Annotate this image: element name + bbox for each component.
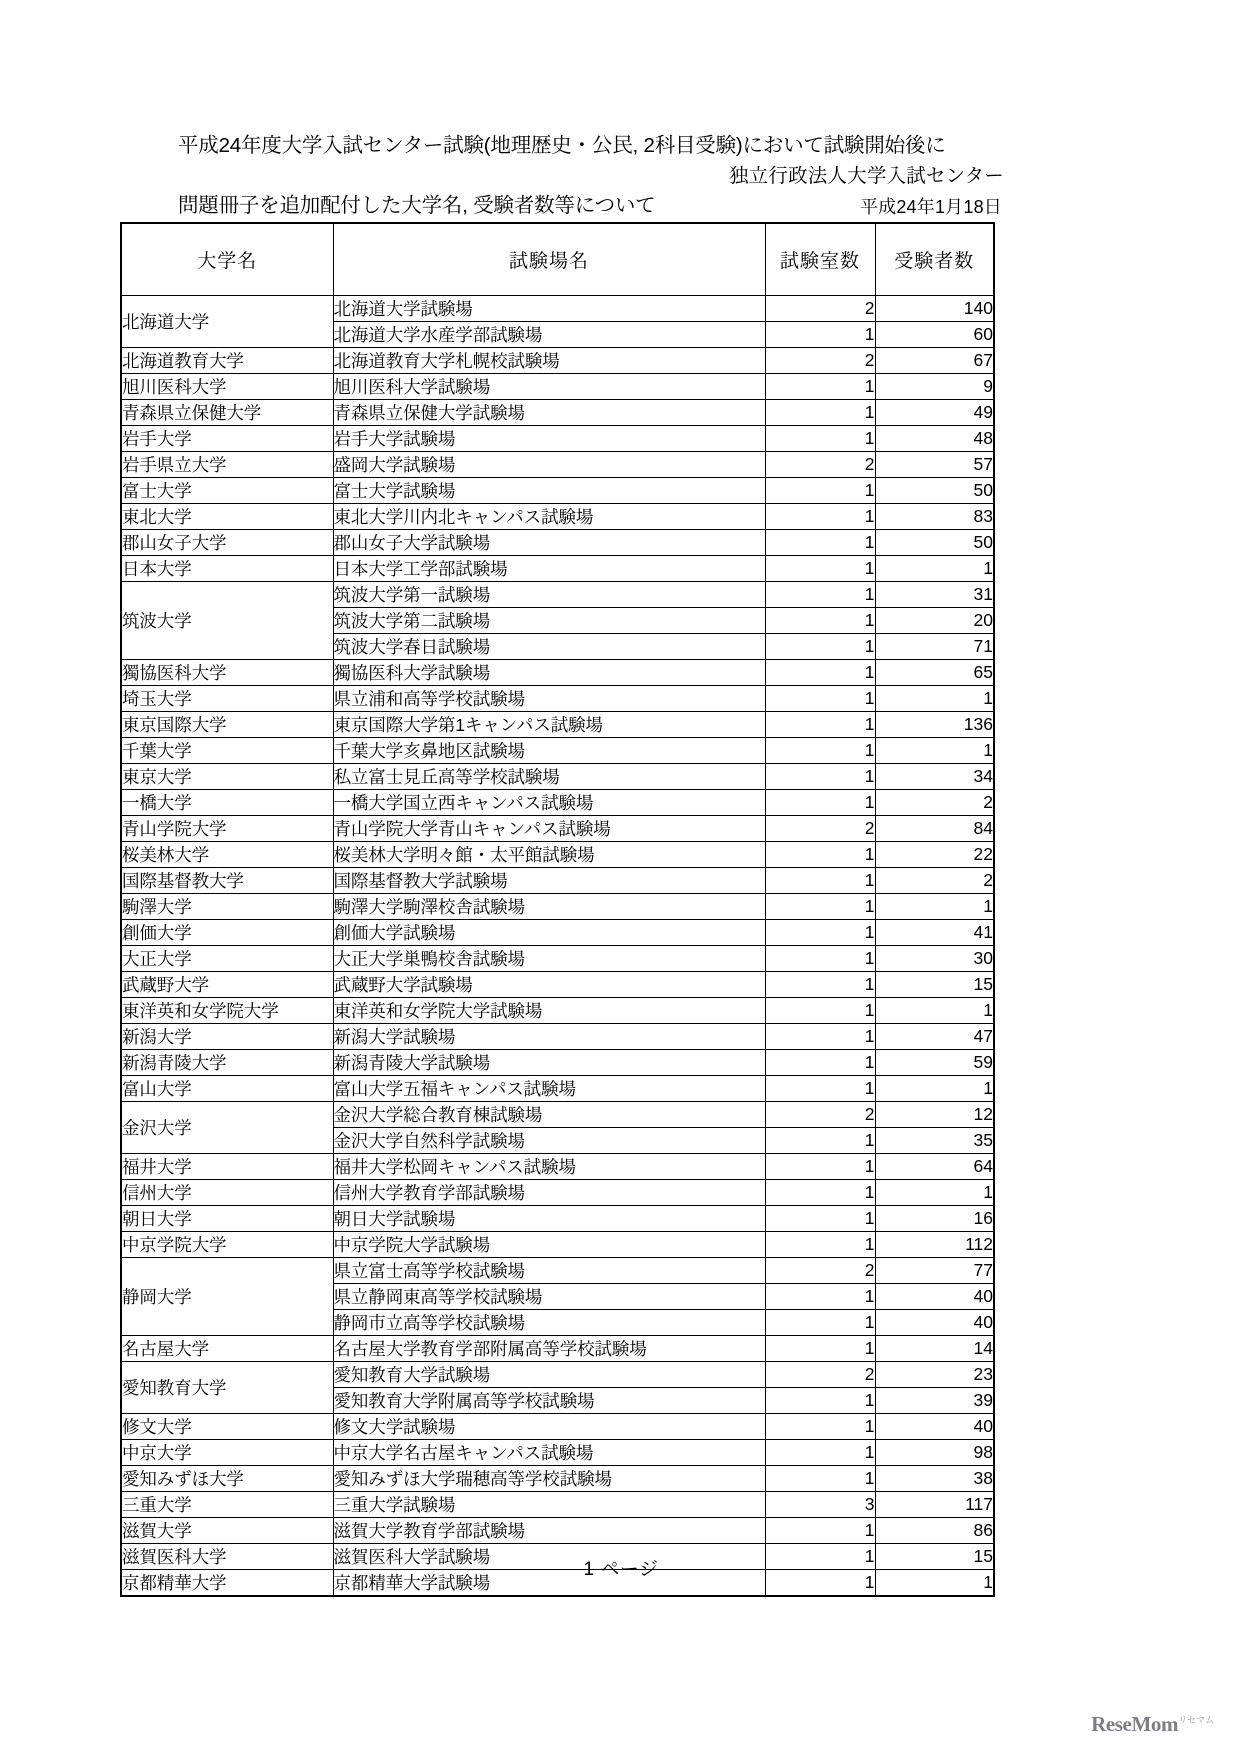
- cell-examinees: 140: [875, 295, 994, 321]
- cell-site: 筑波大学第一試験場: [333, 581, 765, 607]
- cell-university: 富山大学: [121, 1075, 333, 1101]
- table-row: [121, 763, 994, 789]
- column-header-university: 大学名: [121, 223, 333, 295]
- cell-university: 大正大学: [121, 945, 333, 971]
- cell-rooms: 1: [765, 1153, 875, 1179]
- cell-site: 修文大学試験場: [333, 1413, 765, 1439]
- table-row: [121, 1413, 994, 1439]
- cell-university: 信州大学: [121, 1179, 333, 1205]
- cell-site: 愛知みずほ大学瑞穂高等学校試験場: [333, 1465, 765, 1491]
- cell-university: 修文大学: [121, 1413, 333, 1439]
- cell-site: 筑波大学春日試験場: [333, 633, 765, 659]
- cell-site: 愛知教育大学試験場: [333, 1361, 765, 1387]
- cell-rooms: 1: [765, 1543, 875, 1569]
- cell-rooms: 1: [765, 1517, 875, 1543]
- cell-site: 中京学院大学試験場: [333, 1231, 765, 1257]
- cell-rooms: 1: [765, 1439, 875, 1465]
- cell-site: 北海道教育大学札幌校試験場: [333, 347, 765, 373]
- table-row: [121, 425, 994, 451]
- table-body: [121, 295, 994, 1596]
- cell-rooms: 1: [765, 711, 875, 737]
- cell-university: 青山学院大学: [121, 815, 333, 841]
- cell-university: 名古屋大学: [121, 1335, 333, 1361]
- cell-rooms: 1: [765, 373, 875, 399]
- cell-examinees: 31: [875, 581, 994, 607]
- cell-university: 富士大学: [121, 477, 333, 503]
- cell-site: 武蔵野大学試験場: [333, 971, 765, 997]
- cell-site: 岩手大学試験場: [333, 425, 765, 451]
- issue-date: 平成24年1月18日: [859, 197, 1002, 217]
- cell-site: 一橋大学国立西キャンパス試験場: [333, 789, 765, 815]
- cell-rooms: 1: [765, 867, 875, 893]
- cell-university: 中京大学: [121, 1439, 333, 1465]
- cell-examinees: 112: [875, 1231, 994, 1257]
- cell-rooms: 1: [765, 1335, 875, 1361]
- cell-rooms: 1: [765, 789, 875, 815]
- cell-rooms: 2: [765, 451, 875, 477]
- cell-university: 北海道教育大学: [121, 347, 333, 373]
- table-row: [121, 841, 994, 867]
- cell-university: 東北大学: [121, 503, 333, 529]
- cell-rooms: 1: [765, 1049, 875, 1075]
- cell-examinees: 2: [875, 789, 994, 815]
- page-number: 1 ページ: [583, 1559, 659, 1580]
- cell-site: 福井大学松岡キャンパス試験場: [333, 1153, 765, 1179]
- table-row: [121, 503, 994, 529]
- column-header-examinees: 受験者数: [875, 223, 994, 295]
- table-row: [121, 1049, 994, 1075]
- cell-university: 静岡大学: [121, 1257, 333, 1335]
- table-row: [121, 971, 994, 997]
- cell-rooms: 1: [765, 1205, 875, 1231]
- cell-site: 郡山女子大学試験場: [333, 529, 765, 555]
- table-row: [121, 529, 994, 555]
- cell-examinees: 57: [875, 451, 994, 477]
- cell-examinees: 40: [875, 1413, 994, 1439]
- cell-examinees: 1: [875, 997, 994, 1023]
- cell-rooms: 1: [765, 321, 875, 347]
- exam-venue-table: [120, 222, 995, 1597]
- cell-rooms: 3: [765, 1491, 875, 1517]
- cell-university: 新潟大学: [121, 1023, 333, 1049]
- cell-examinees: 40: [875, 1309, 994, 1335]
- cell-rooms: 1: [765, 1309, 875, 1335]
- cell-site: 北海道大学試験場: [333, 295, 765, 321]
- watermark-text: ReseMom: [1091, 1712, 1179, 1736]
- table-row: [121, 997, 994, 1023]
- column-header-rooms: 試験室数: [765, 223, 875, 295]
- cell-university: 新潟青陵大学: [121, 1049, 333, 1075]
- exam-venue-table-container: [120, 222, 993, 1597]
- cell-examinees: 59: [875, 1049, 994, 1075]
- table-row: [121, 347, 994, 373]
- cell-examinees: 1: [875, 555, 994, 581]
- cell-rooms: 1: [765, 841, 875, 867]
- table-row: [121, 893, 994, 919]
- cell-examinees: 16: [875, 1205, 994, 1231]
- cell-examinees: 77: [875, 1257, 994, 1283]
- cell-site: 北海道大学水産学部試験場: [333, 321, 765, 347]
- cell-rooms: 1: [765, 685, 875, 711]
- cell-examinees: 50: [875, 477, 994, 503]
- table-row: [121, 1075, 994, 1101]
- table-row: [121, 373, 994, 399]
- cell-site: 金沢大学自然科学試験場: [333, 1127, 765, 1153]
- cell-university: 京都精華大学: [121, 1569, 333, 1596]
- cell-site: 桜美林大学明々館・太平館試験場: [333, 841, 765, 867]
- cell-site: 県立浦和高等学校試験場: [333, 685, 765, 711]
- cell-examinees: 60: [875, 321, 994, 347]
- table-row: [121, 711, 994, 737]
- cell-rooms: 1: [765, 581, 875, 607]
- cell-examinees: 71: [875, 633, 994, 659]
- cell-university: 一橋大学: [121, 789, 333, 815]
- cell-rooms: 1: [765, 971, 875, 997]
- table-row: [121, 451, 994, 477]
- cell-university: 日本大学: [121, 555, 333, 581]
- cell-rooms: 1: [765, 1413, 875, 1439]
- cell-examinees: 50: [875, 529, 994, 555]
- resemom-watermark: [1091, 1712, 1214, 1737]
- table-row: [121, 1361, 994, 1387]
- cell-rooms: 1: [765, 1179, 875, 1205]
- cell-site: 大正大学巣鴨校舎試験場: [333, 945, 765, 971]
- table-row: [121, 477, 994, 503]
- cell-university: 滋賀大学: [121, 1517, 333, 1543]
- cell-rooms: 1: [765, 399, 875, 425]
- table-row: [121, 919, 994, 945]
- cell-rooms: 1: [765, 633, 875, 659]
- cell-examinees: 49: [875, 399, 994, 425]
- cell-examinees: 136: [875, 711, 994, 737]
- cell-rooms: 1: [765, 659, 875, 685]
- cell-university: 岩手大学: [121, 425, 333, 451]
- table-row: [121, 1517, 994, 1543]
- cell-examinees: 35: [875, 1127, 994, 1153]
- cell-site: 獨協医科大学試験場: [333, 659, 765, 685]
- issuer-name: 独立行政法人大学入試センター: [728, 165, 1004, 187]
- cell-university: 金沢大学: [121, 1101, 333, 1153]
- cell-rooms: 1: [765, 477, 875, 503]
- cell-rooms: 1: [765, 1387, 875, 1413]
- cell-rooms: 2: [765, 1101, 875, 1127]
- cell-site: 静岡市立高等学校試験場: [333, 1309, 765, 1335]
- table-row: [121, 1439, 994, 1465]
- cell-site: 駒澤大学駒澤校舎試験場: [333, 893, 765, 919]
- cell-university: 桜美林大学: [121, 841, 333, 867]
- cell-rooms: 1: [765, 1283, 875, 1309]
- table-row: [121, 659, 994, 685]
- cell-university: 千葉大学: [121, 737, 333, 763]
- cell-examinees: 20: [875, 607, 994, 633]
- cell-examinees: 1: [875, 1075, 994, 1101]
- cell-examinees: 9: [875, 373, 994, 399]
- column-header-site: 試験場名: [333, 223, 765, 295]
- cell-site: 私立富士見丘高等学校試験場: [333, 763, 765, 789]
- issuer-block: [404, 163, 1004, 220]
- cell-site: 青森県立保健大学試験場: [333, 399, 765, 425]
- table-row: [121, 295, 994, 321]
- cell-university: 中京学院大学: [121, 1231, 333, 1257]
- cell-examinees: 1: [875, 685, 994, 711]
- cell-site: 三重大学試験場: [333, 1491, 765, 1517]
- table-row: [121, 1335, 994, 1361]
- cell-rooms: 2: [765, 815, 875, 841]
- cell-site: 名古屋大学教育学部附属高等学校試験場: [333, 1335, 765, 1361]
- cell-university: 三重大学: [121, 1491, 333, 1517]
- cell-site: 信州大学教育学部試験場: [333, 1179, 765, 1205]
- cell-examinees: 117: [875, 1491, 994, 1517]
- cell-examinees: 30: [875, 945, 994, 971]
- page-title-line1: 平成24年度大学入試センター試験(地理歴史・公民, 2科目受験)において試験開始後に: [178, 134, 946, 157]
- cell-site: 旭川医科大学試験場: [333, 373, 765, 399]
- cell-rooms: 2: [765, 295, 875, 321]
- cell-rooms: 1: [765, 945, 875, 971]
- cell-rooms: 1: [765, 1569, 875, 1596]
- table-row: [121, 1153, 994, 1179]
- table-row: [121, 789, 994, 815]
- cell-examinees: 1: [875, 893, 994, 919]
- table-header: [121, 223, 994, 295]
- table-row: [121, 1023, 994, 1049]
- cell-site: 中京大学名古屋キャンパス試験場: [333, 1439, 765, 1465]
- cell-site: 県立静岡東高等学校試験場: [333, 1283, 765, 1309]
- cell-rooms: 1: [765, 1023, 875, 1049]
- table-row: [121, 1257, 994, 1283]
- cell-examinees: 1: [875, 1569, 994, 1596]
- cell-university: 青森県立保健大学: [121, 399, 333, 425]
- cell-site: 新潟大学試験場: [333, 1023, 765, 1049]
- cell-examinees: 34: [875, 763, 994, 789]
- cell-site: 京都精華大学試験場: [333, 1569, 765, 1596]
- cell-rooms: 2: [765, 347, 875, 373]
- cell-university: 国際基督教大学: [121, 867, 333, 893]
- cell-university: 武蔵野大学: [121, 971, 333, 997]
- cell-site: 滋賀大学教育学部試験場: [333, 1517, 765, 1543]
- cell-rooms: 1: [765, 529, 875, 555]
- cell-site: 富山大学五福キャンパス試験場: [333, 1075, 765, 1101]
- cell-site: 朝日大学試験場: [333, 1205, 765, 1231]
- cell-site: 青山学院大学青山キャンパス試験場: [333, 815, 765, 841]
- cell-site: 富士大学試験場: [333, 477, 765, 503]
- cell-rooms: 1: [765, 997, 875, 1023]
- table-row: [121, 399, 994, 425]
- table-row: [121, 1465, 994, 1491]
- cell-university: 愛知教育大学: [121, 1361, 333, 1413]
- cell-site: 日本大学工学部試験場: [333, 555, 765, 581]
- table-row: [121, 555, 994, 581]
- cell-examinees: 48: [875, 425, 994, 451]
- cell-rooms: 1: [765, 763, 875, 789]
- cell-university: 岩手県立大学: [121, 451, 333, 477]
- table-header-row: [121, 223, 994, 295]
- cell-university: 獨協医科大学: [121, 659, 333, 685]
- cell-site: 愛知教育大学附属高等学校試験場: [333, 1387, 765, 1413]
- cell-university: 滋賀医科大学: [121, 1543, 333, 1569]
- table-row: [121, 1491, 994, 1517]
- cell-university: 東京国際大学: [121, 711, 333, 737]
- cell-rooms: 1: [765, 1127, 875, 1153]
- cell-examinees: 38: [875, 1465, 994, 1491]
- cell-site: 筑波大学第二試験場: [333, 607, 765, 633]
- table-row: [121, 1101, 994, 1127]
- cell-examinees: 40: [875, 1283, 994, 1309]
- table-row: [121, 945, 994, 971]
- cell-examinees: 83: [875, 503, 994, 529]
- cell-rooms: 1: [765, 503, 875, 529]
- cell-rooms: 1: [765, 919, 875, 945]
- cell-examinees: 15: [875, 971, 994, 997]
- cell-rooms: 1: [765, 425, 875, 451]
- cell-examinees: 67: [875, 347, 994, 373]
- cell-examinees: 15: [875, 1543, 994, 1569]
- cell-rooms: 2: [765, 1257, 875, 1283]
- cell-site: 千葉大学亥鼻地区試験場: [333, 737, 765, 763]
- cell-examinees: 2: [875, 867, 994, 893]
- cell-rooms: 1: [765, 607, 875, 633]
- cell-examinees: 41: [875, 919, 994, 945]
- cell-site: 東京国際大学第1キャンパス試験場: [333, 711, 765, 737]
- cell-university: 朝日大学: [121, 1205, 333, 1231]
- cell-site: 国際基督教大学試験場: [333, 867, 765, 893]
- cell-examinees: 23: [875, 1361, 994, 1387]
- cell-university: 東洋英和女学院大学: [121, 997, 333, 1023]
- cell-rooms: 1: [765, 1231, 875, 1257]
- cell-site: 東北大学川内北キャンパス試験場: [333, 503, 765, 529]
- cell-examinees: 64: [875, 1153, 994, 1179]
- page-title-line2: 問題冊子を追加配付した大学名, 受験者数等について: [178, 194, 656, 217]
- cell-examinees: 39: [875, 1387, 994, 1413]
- cell-university: 北海道大学: [121, 295, 333, 347]
- cell-rooms: 2: [765, 1361, 875, 1387]
- cell-university: 筑波大学: [121, 581, 333, 659]
- cell-university: 駒澤大学: [121, 893, 333, 919]
- cell-rooms: 1: [765, 555, 875, 581]
- cell-rooms: 1: [765, 893, 875, 919]
- cell-rooms: 1: [765, 1465, 875, 1491]
- watermark-subtext: リセマム: [1178, 1715, 1214, 1725]
- cell-examinees: 14: [875, 1335, 994, 1361]
- table-row: [121, 815, 994, 841]
- cell-site: 盛岡大学試験場: [333, 451, 765, 477]
- cell-university: 愛知みずほ大学: [121, 1465, 333, 1491]
- cell-university: 創価大学: [121, 919, 333, 945]
- cell-rooms: 1: [765, 737, 875, 763]
- cell-site: 東洋英和女学院大学試験場: [333, 997, 765, 1023]
- table-row: [121, 867, 994, 893]
- cell-examinees: 86: [875, 1517, 994, 1543]
- cell-site: 県立富士高等学校試験場: [333, 1257, 765, 1283]
- cell-examinees: 22: [875, 841, 994, 867]
- cell-university: 郡山女子大学: [121, 529, 333, 555]
- cell-examinees: 65: [875, 659, 994, 685]
- cell-site: 滋賀医科大学試験場: [333, 1543, 765, 1569]
- cell-examinees: 98: [875, 1439, 994, 1465]
- table-row: [121, 737, 994, 763]
- cell-examinees: 12: [875, 1101, 994, 1127]
- table-row: [121, 685, 994, 711]
- table-row: [121, 581, 994, 607]
- cell-rooms: 1: [765, 1075, 875, 1101]
- cell-university: 東京大学: [121, 763, 333, 789]
- cell-examinees: 47: [875, 1023, 994, 1049]
- table-row: [121, 1179, 994, 1205]
- cell-site: 金沢大学総合教育棟試験場: [333, 1101, 765, 1127]
- cell-site: 創価大学試験場: [333, 919, 765, 945]
- cell-examinees: 1: [875, 737, 994, 763]
- cell-examinees: 84: [875, 815, 994, 841]
- cell-site: 新潟青陵大学試験場: [333, 1049, 765, 1075]
- cell-university: 埼玉大学: [121, 685, 333, 711]
- table-row: [121, 1231, 994, 1257]
- cell-examinees: 1: [875, 1179, 994, 1205]
- table-row: [121, 1205, 994, 1231]
- cell-university: 福井大学: [121, 1153, 333, 1179]
- cell-university: 旭川医科大学: [121, 373, 333, 399]
